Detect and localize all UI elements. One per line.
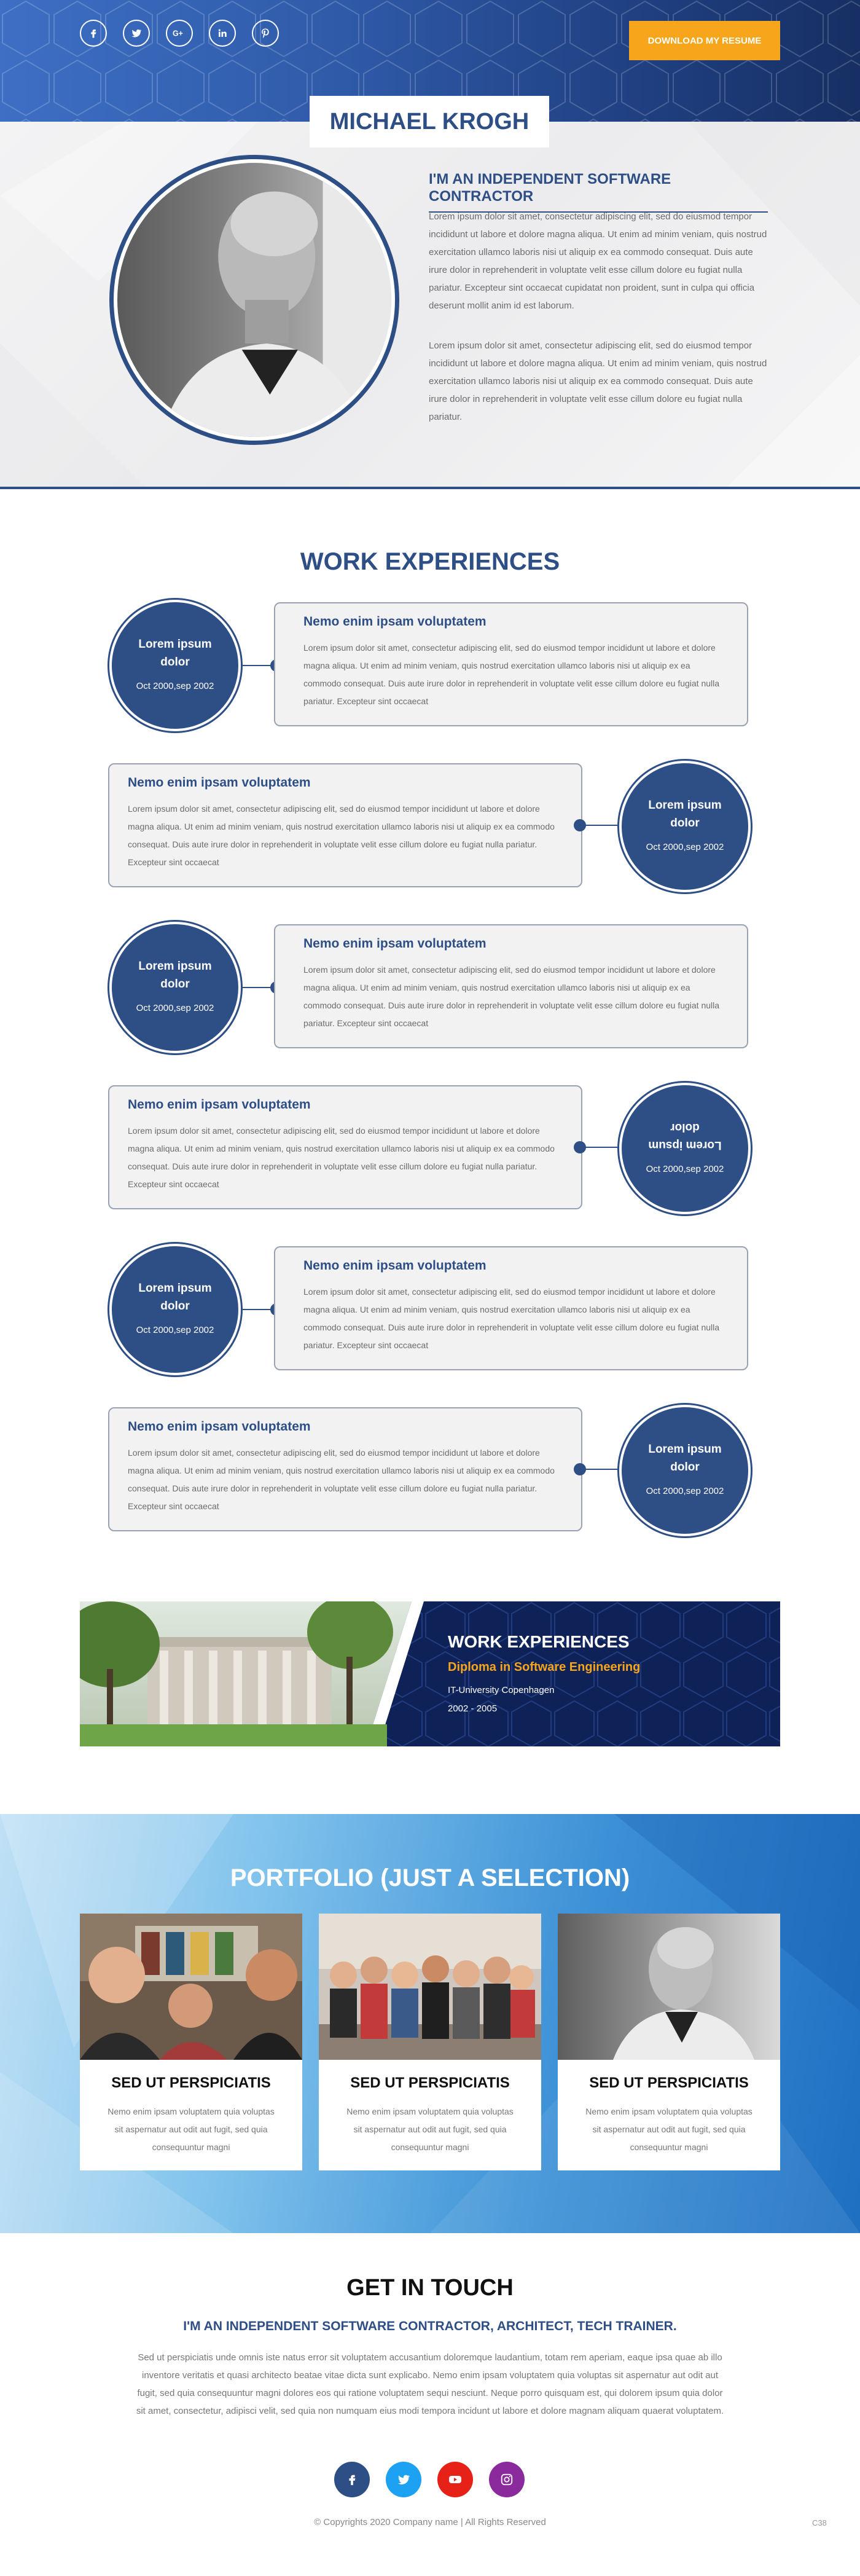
copyright-text: © Copyrights 2020 Company name | All Rights Reserved bbox=[314, 2517, 546, 2527]
timeline-card bbox=[274, 1246, 748, 1370]
timeline-date: Oct 2000,sep 2002 bbox=[136, 681, 214, 691]
education-years: 2002 - 2005 bbox=[448, 1703, 498, 1714]
timeline-card-title: Nemo enim ipsam voluptatem bbox=[128, 1420, 311, 1434]
education-banner bbox=[80, 1601, 780, 1746]
timeline-card-title: Nemo enim ipsam voluptatem bbox=[128, 1098, 311, 1112]
timeline-date: Oct 2000,sep 2002 bbox=[136, 1325, 214, 1335]
portfolio-card-text: Nemo enim ipsam voluptatem quia voluptas sit aspernatur aut odit aut fugit, sed quia consequuntur magni bbox=[108, 2107, 275, 2152]
portfolio-image bbox=[558, 1914, 780, 2060]
intro-heading: I'M AN INDEPENDENT SOFTWARE CONTRACTOR bbox=[429, 171, 768, 213]
contact-subtitle: I'M AN INDEPENDENT SOFTWARE CONTRACTOR, ARCHITECT, TECH TRAINER. bbox=[183, 2319, 677, 2333]
timeline-card-body: Lorem ipsum dolor sit amet, consectetur adipiscing elit, sed do eiusmod tempor incididunt ut labore et dolore magna aliqua. Ut enim ad minim veniam, quis nostrud exercitation ullamco laboris nisi ut aliquip ex ea commodo consequat. Duis aute irure dolor in reprehenderit in voluptate velit esse cillum dolore eu fugiat nulla pariatur. Excepteur sint occaecat bbox=[128, 804, 555, 867]
timeline-connector bbox=[241, 1309, 273, 1310]
footer-code: C38 bbox=[812, 2518, 827, 2527]
twitter-icon[interactable] bbox=[386, 2462, 421, 2497]
portfolio-card-text: Nemo enim ipsam voluptatem quia voluptas sit aspernatur aut odit aut fugit, sed quia consequuntur magni bbox=[585, 2107, 752, 2152]
download-resume-button[interactable]: DOWNLOAD MY RESUME bbox=[629, 21, 780, 60]
portfolio-card-title: SED UT PERSPICIATIS bbox=[111, 2075, 271, 2091]
timeline-circle bbox=[109, 922, 241, 1053]
intro-divider bbox=[0, 487, 860, 489]
timeline-circle bbox=[619, 761, 751, 892]
timeline-date: Oct 2000,sep 2002 bbox=[646, 1486, 724, 1496]
facebook-icon[interactable] bbox=[334, 2462, 370, 2497]
youtube-icon[interactable] bbox=[437, 2462, 473, 2497]
timeline-circle-title: Lorem ipsum dolor bbox=[138, 1282, 212, 1313]
profile-photo bbox=[117, 163, 391, 437]
intro-paragraph-2: Lorem ipsum dolor sit amet, consectetur adipiscing elit, sed do eiusmod tempor incididunt ut labore et dolore magna aliqua. Ut enim ad minim veniam, quis nostrud exercitation ullamco laboris nisi ut aliquip ex ea commodo consequat. Duis aute irure dolor in reprehenderit in voluptate velit esse cillum dolore eu fugiat nulla pariatur. bbox=[429, 340, 767, 422]
google-plus-icon[interactable] bbox=[166, 20, 193, 47]
svg-text:G+: G+ bbox=[173, 29, 183, 38]
timeline-date: Oct 2000,sep 2002 bbox=[136, 1003, 214, 1013]
portfolio-image bbox=[319, 1914, 541, 2060]
timeline-connector bbox=[241, 665, 273, 666]
timeline-circle bbox=[109, 1244, 241, 1375]
facebook-icon[interactable] bbox=[80, 20, 107, 47]
timeline-card bbox=[108, 763, 582, 887]
portfolio-card[interactable] bbox=[558, 1914, 780, 2170]
timeline-circle-title: Lorem ipsum dolor bbox=[648, 799, 722, 830]
pinterest-icon[interactable] bbox=[252, 20, 279, 47]
timeline-circle bbox=[619, 1405, 751, 1536]
linkedin-icon[interactable] bbox=[209, 20, 236, 47]
timeline-card bbox=[108, 1085, 582, 1209]
education-title: WORK EXPERIENCES bbox=[448, 1632, 630, 1651]
timeline-connector bbox=[584, 825, 620, 826]
timeline-date: Oct 2000,sep 2002 bbox=[646, 1164, 724, 1174]
timeline-card-title: Nemo enim ipsam voluptatem bbox=[303, 615, 487, 629]
portfolio-card[interactable] bbox=[80, 1914, 302, 2170]
work-section-title: WORK EXPERIENCES bbox=[300, 548, 560, 575]
timeline-circle-title: Lorem ipsum dolor bbox=[138, 960, 212, 991]
portfolio-title: PORTFOLIO (JUST A SELECTION) bbox=[230, 1864, 630, 1891]
portfolio-card[interactable] bbox=[319, 1914, 541, 2170]
timeline-card bbox=[274, 924, 748, 1048]
education-degree: Diploma in Software Engineering bbox=[448, 1660, 641, 1674]
instagram-icon[interactable] bbox=[489, 2462, 525, 2497]
profile-avatar bbox=[109, 155, 399, 445]
portfolio-image bbox=[80, 1914, 302, 2060]
portfolio-card-title: SED UT PERSPICIATIS bbox=[589, 2075, 749, 2091]
timeline-card-body: Lorem ipsum dolor sit amet, consectetur adipiscing elit, sed do eiusmod tempor incididunt ut labore et dolore magna aliqua. Ut enim ad minim veniam, quis nostrud exercitation ullamco laboris nisi ut aliquip ex ea commodo consequat. Duis aute irure dolor in reprehenderit in voluptate velit esse cillum dolore eu fugiat nulla pariatur. Excepteur sint occaecat bbox=[128, 1126, 555, 1189]
timeline-card-body: Lorem ipsum dolor sit amet, consectetur adipiscing elit, sed do eiusmod tempor incididunt ut labore et dolore magna aliqua. Ut enim ad minim veniam, quis nostrud exercitation ullamco laboris nisi ut aliquip ex ea commodo consequat. Duis aute irure dolor in reprehenderit in voluptate velit esse cillum dolore eu fugiat nulla pariatur. Excepteur sint occaecat bbox=[303, 643, 720, 706]
timeline-circle-title: Lorem ipsum dolor bbox=[138, 638, 212, 669]
twitter-icon[interactable] bbox=[123, 20, 150, 47]
timeline-card bbox=[274, 602, 748, 726]
education-institution: IT-University Copenhagen bbox=[448, 1685, 555, 1695]
header-social-links bbox=[80, 20, 279, 47]
timeline-connector bbox=[584, 1469, 620, 1470]
timeline-connector bbox=[584, 1147, 620, 1148]
timeline-circle-title: Lorem ipsum dolor bbox=[648, 1121, 722, 1152]
timeline-connector bbox=[241, 987, 273, 988]
timeline-card-title: Nemo enim ipsam voluptatem bbox=[128, 776, 311, 790]
contact-text: Sed ut perspiciatis unde omnis iste natus error sit voluptatem accusantium doloremque laudantium, totam rem aperiam, eaque ipsa quae ab illo inventore veritatis et quasi architecto beatae vitae dicta sunt explicabo. Nemo enim ipsam voluptatem quia voluptas sit aspernatur aut odit aut fugit, sed quia consequuntur magni dolores eos qui ratione voluptatem sequi nesciunt. Neque porro quisquam est, qui dolorem ipsum quia dolor sit amet, consectetur, adipisci velit, sed quia non numquam eius modi tempora incidunt ut labore et dolore magnam aliquam quaerat voluptatem. bbox=[136, 2352, 724, 2416]
portfolio-card-text: Nemo enim ipsam voluptatem quia voluptas sit aspernatur aut odit aut fugit, sed quia consequuntur magni bbox=[346, 2107, 514, 2152]
timeline-card bbox=[108, 1407, 582, 1531]
timeline-card-title: Nemo enim ipsam voluptatem bbox=[303, 1259, 487, 1273]
timeline-card-title: Nemo enim ipsam voluptatem bbox=[303, 937, 487, 951]
timeline-circle-title: Lorem ipsum dolor bbox=[648, 1443, 722, 1474]
timeline-card-body: Lorem ipsum dolor sit amet, consectetur adipiscing elit, sed do eiusmod tempor incididunt ut labore et dolore magna aliqua. Ut enim ad minim veniam, quis nostrud exercitation ullamco laboris nisi ut aliquip ex ea commodo consequat. Duis aute irure dolor in reprehenderit in voluptate velit esse cillum dolore eu fugiat nulla pariatur. Excepteur sint occaecat bbox=[128, 1448, 555, 1511]
timeline-card-body: Lorem ipsum dolor sit amet, consectetur adipiscing elit, sed do eiusmod tempor incididunt ut labore et dolore magna aliqua. Ut enim ad minim veniam, quis nostrud exercitation ullamco laboris nisi ut aliquip ex ea commodo consequat. Duis aute irure dolor in reprehenderit in voluptate velit esse cillum dolore eu fugiat nulla pariatur. Excepteur sint occaecat bbox=[303, 1287, 720, 1350]
contact-title: GET IN TOUCH bbox=[346, 2275, 514, 2301]
timeline-card-body: Lorem ipsum dolor sit amet, consectetur adipiscing elit, sed do eiusmod tempor incididunt ut labore et dolore magna aliqua. Ut enim ad minim veniam, quis nostrud exercitation ullamco laboris nisi ut aliquip ex ea commodo consequat. Duis aute irure dolor in reprehenderit in voluptate velit esse cillum dolore eu fugiat nulla pariatur. Excepteur sint occaecat bbox=[303, 965, 720, 1028]
timeline-date: Oct 2000,sep 2002 bbox=[646, 842, 724, 852]
education-banner-image bbox=[80, 1601, 780, 1746]
portfolio-card-title: SED UT PERSPICIATIS bbox=[350, 2075, 510, 2091]
intro-paragraph-1: Lorem ipsum dolor sit amet, consectetur adipiscing elit, sed do eiusmod tempor incididunt ut labore et dolore magna aliqua. Ut enim ad minim veniam, quis nostrud exercitation ullamco laboris nisi ut aliquip ex ea commodo consequat. Duis aute irure dolor in reprehenderit in voluptate velit esse cillum dolore eu fugiat nulla pariatur. Excepteur sint occaecat cupidatat non proident, sunt in culpa qui officia deserunt mollit anim id est laborum. bbox=[429, 211, 767, 311]
footer-social-links bbox=[334, 2462, 525, 2497]
timeline-circle bbox=[109, 600, 241, 731]
portfolio-section bbox=[0, 1814, 860, 2233]
person-name: MICHAEL KROGH bbox=[310, 96, 549, 147]
timeline-circle bbox=[619, 1083, 751, 1214]
